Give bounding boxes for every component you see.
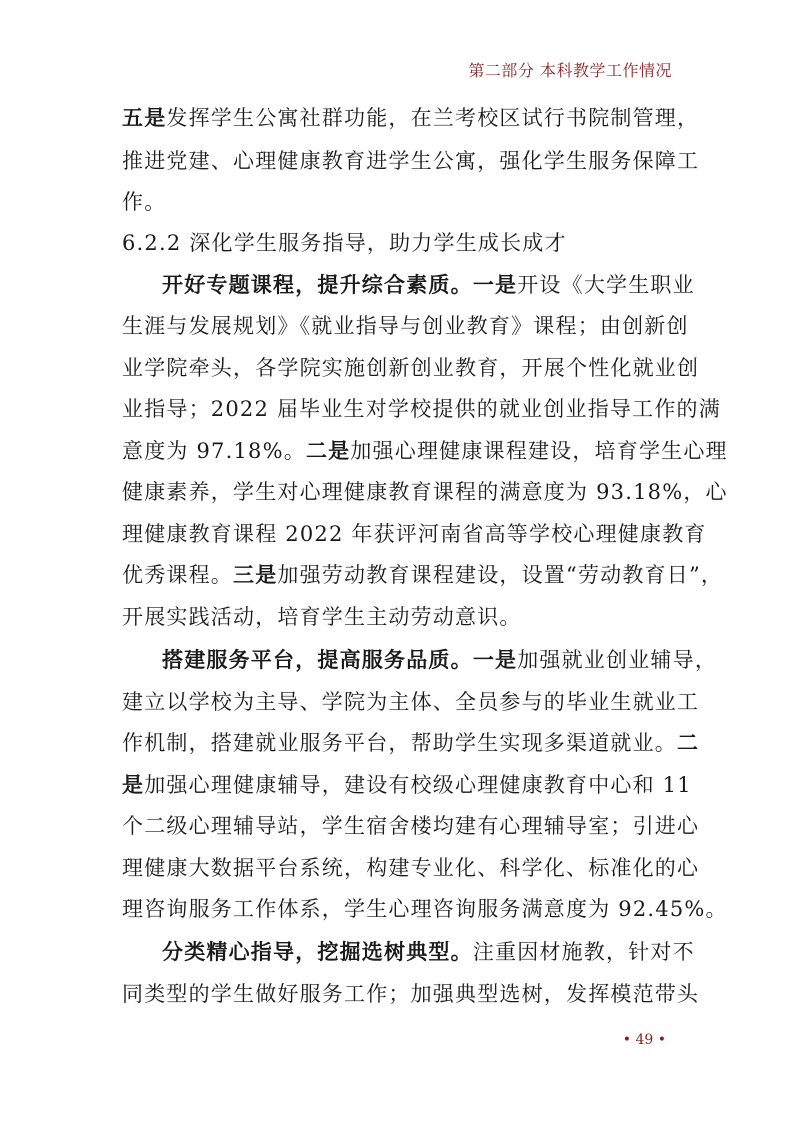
bold-lead: 是: [122, 772, 145, 797]
text-line: 个二级心理辅导站，学生宿舍楼均建有心理辅导室；引进心: [122, 814, 700, 838]
text-run: 开设《大学生职业: [517, 273, 695, 297]
bold-lead: 一是: [472, 647, 518, 672]
text-line: 开展实践活动，培育学生主动劳动意识。: [122, 605, 522, 629]
text-run: 加强劳动教育课程建设，设置“劳动教育日”，: [277, 563, 724, 587]
text-line: [162, 932, 695, 972]
section-heading: 6.2.2 深化学生服务指导，助力学生成长成才: [122, 231, 567, 255]
text-line: 推进党建、心理健康教育进学生公寓，强化学生服务保障工: [122, 149, 700, 173]
text-line: 同类型的学生做好服务工作；加强典型选树，发挥模范带头: [122, 982, 700, 1006]
text-run: 作机制，搭建就业服务平台，帮助学生实现多渠道就业。: [122, 731, 677, 755]
text-line: 作。: [122, 190, 167, 214]
bold-lead: 一是: [472, 272, 518, 297]
bold-lead: 五是: [122, 105, 167, 130]
text-line: [162, 640, 718, 680]
running-header: 第二部分 本科教学工作情况: [468, 61, 672, 80]
text-line: [122, 431, 728, 471]
text-run: 加强心理健康辅导，建设有校级心理健康教育中心和 11: [144, 773, 692, 797]
text-line: 理咨询服务工作体系，学生心理咨询服务满意度为 92.45%。: [122, 897, 728, 921]
text-line: 理健康教育课程 2022 年获评河南省高等学校心理健康教育: [122, 522, 707, 546]
text-line: 建立以学校为主导、学院为主体、全员参与的毕业生就业工: [122, 690, 700, 714]
bold-heading: 搭建服务平台，提高服务品质。: [162, 647, 473, 672]
text-run: 发挥学生公寓社群功能，在兰考校区试行书院制管理，: [166, 106, 700, 130]
bold-lead: 二是: [305, 438, 351, 463]
text-line: 业指导；2022 届毕业生对学校提供的就业创业指导工作的满: [122, 397, 721, 421]
text-line: [122, 765, 692, 805]
text-run: 优秀课程。: [122, 563, 233, 587]
text-line: 健康素养，学生对心理健康教育课程的满意度为 93.18%，心: [122, 480, 728, 504]
text-run: 注重因材施教，针对不: [472, 940, 695, 964]
text-line: 生涯与发展规划》《就业指导与创业教育》课程；由创新创: [122, 314, 689, 338]
text-line: 理健康大数据平台系统，构建专业化、科学化、标准化的心: [122, 856, 700, 880]
bold-lead: 二: [677, 730, 700, 755]
page-number: • 49 •: [622, 1032, 666, 1048]
text-line: [122, 98, 700, 138]
text-line: [122, 555, 724, 595]
text-run: 加强就业创业辅导，: [517, 648, 718, 672]
text-run: 意度为 97.18%。: [122, 439, 306, 463]
text-line: [162, 265, 695, 305]
text-line: [122, 723, 700, 763]
text-line: 业学院牵头，各学院实施创新创业教育，开展个性化就业创: [122, 356, 700, 380]
bold-lead: 三是: [233, 562, 278, 587]
bold-heading: 分类精心指导，挖掘选树典型。: [162, 939, 473, 964]
text-run: 加强心理健康课程建设，培育学生心理: [350, 439, 728, 463]
bold-heading: 开好专题课程，提升综合素质。: [162, 272, 473, 297]
